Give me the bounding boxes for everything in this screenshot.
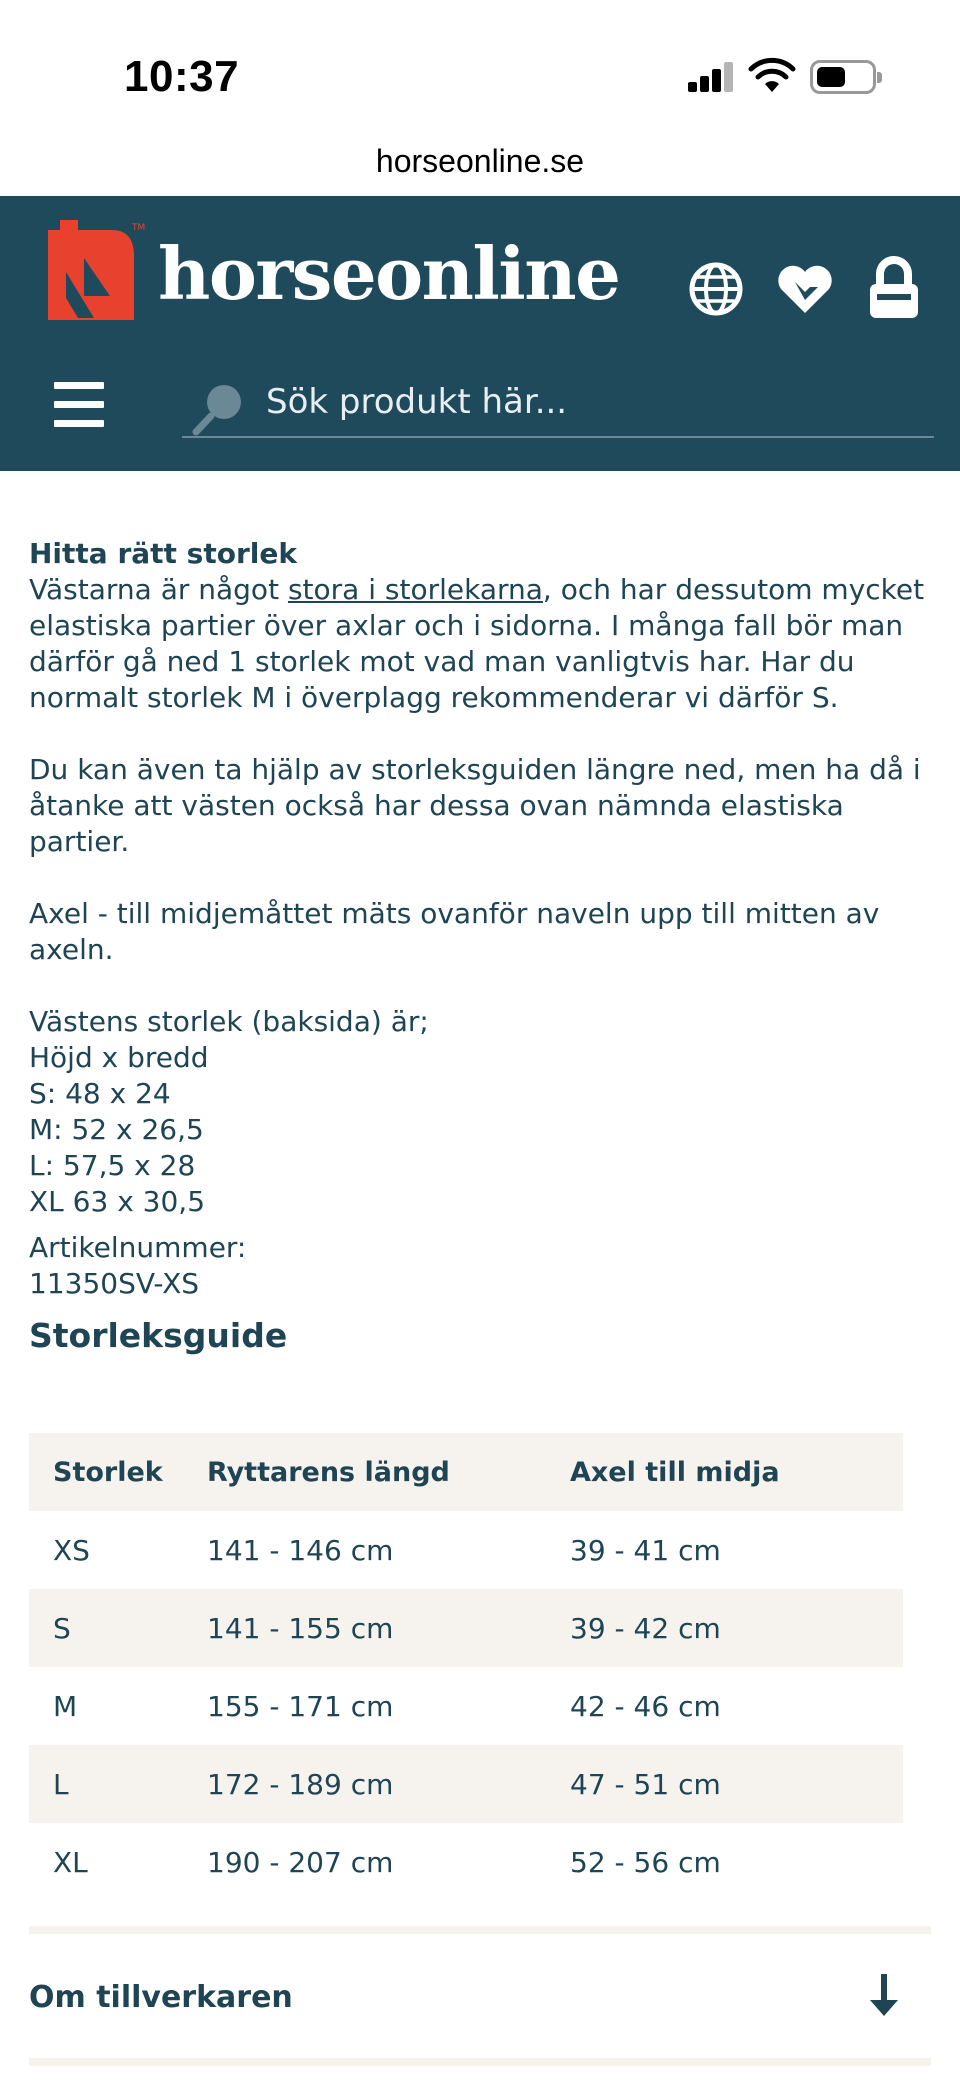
product-description	[29, 536, 934, 1302]
table-cell: 141 - 155 cm	[207, 1611, 394, 1645]
size-guide-table	[29, 1433, 903, 1901]
table-row	[29, 1511, 903, 1589]
menu-button[interactable]	[54, 382, 104, 428]
vest-size-line: Västens storlek (baksida) är;	[29, 1005, 429, 1038]
accordion-title[interactable]: Om tillverkaren	[29, 1980, 293, 2015]
table-cell: 172 - 189 cm	[207, 1767, 394, 1801]
column-header: Axel till midja	[570, 1456, 780, 1488]
status-time: 10:37	[124, 52, 240, 101]
vest-size-line: Höjd x bredd	[29, 1041, 209, 1074]
table-cell: XL	[53, 1845, 88, 1879]
browser-url[interactable]: horseonline.se	[375, 143, 585, 179]
section-divider	[29, 2058, 931, 2066]
description-text: Västarna är något	[29, 573, 288, 606]
size-info-link[interactable]: stora i storlekarna	[287, 573, 543, 606]
table-cell: 42 - 46 cm	[570, 1689, 721, 1723]
site-logo-text[interactable]: horseonline	[158, 231, 620, 316]
table-cell: M	[53, 1689, 78, 1723]
column-header: Ryttarens längd	[207, 1456, 450, 1488]
manufacturer-accordion[interactable]	[29, 1944, 931, 2054]
article-number: 11350SV-XS	[29, 1267, 200, 1300]
table-cell: 39 - 42 cm	[570, 1611, 721, 1645]
table-row	[29, 1589, 903, 1667]
vest-size-line: S: 48 x 24	[29, 1077, 171, 1110]
vest-size-line: XL 63 x 30,5	[29, 1185, 206, 1218]
lock-icon[interactable]	[868, 258, 920, 320]
table-cell: 47 - 51 cm	[570, 1767, 721, 1801]
battery-icon	[810, 60, 876, 94]
size-guide-title: Storleksguide	[29, 1316, 288, 1355]
vest-size-line: L: 57,5 x 28	[29, 1149, 196, 1182]
table-row	[29, 1745, 903, 1823]
section-divider	[29, 1926, 931, 1934]
arrow-down-icon[interactable]	[867, 1972, 901, 2020]
horseonline-logo-icon[interactable]	[48, 220, 146, 320]
table-cell: 141 - 146 cm	[207, 1533, 394, 1567]
globe-icon[interactable]	[687, 260, 745, 318]
svg-text:TM: TM	[132, 223, 146, 233]
table-cell: XS	[53, 1533, 90, 1567]
description-paragraph-3: Axel - till midjemåttet mäts ovanför naveln upp till mitten av axeln.	[29, 897, 880, 966]
table-cell: 155 - 171 cm	[207, 1689, 394, 1723]
vest-size-line: M: 52 x 26,5	[29, 1113, 204, 1146]
table-header-row	[29, 1433, 903, 1511]
table-cell: L	[53, 1767, 69, 1801]
heart-icon[interactable]	[773, 260, 837, 318]
search-icon	[192, 380, 248, 436]
description-heading: Hitta rätt storlek	[29, 537, 297, 570]
cellular-signal-icon	[688, 62, 734, 92]
table-row	[29, 1667, 903, 1745]
article-number-label: Artikelnummer:	[29, 1231, 247, 1264]
description-text: , och har dessutom mycket elastiska partier över axlar och i sidorna. I många fall bör man därför gå ned 1 storlek mot vad man vanligtvis har. Har du normalt storlek M i överplagg rekommenderar vi därför S.	[29, 573, 925, 714]
table-cell: 190 - 207 cm	[207, 1845, 394, 1879]
description-paragraph-2: Du kan även ta hjälp av storleksguiden längre ned, men ha då i åtanke att västen också har dessa ovan nämnda elastiska partier.	[29, 753, 921, 858]
table-cell: 39 - 41 cm	[570, 1533, 721, 1567]
wifi-icon	[748, 58, 796, 94]
description-paragraph-1	[29, 572, 934, 716]
status-bar	[0, 0, 960, 179]
column-header: Storlek	[53, 1456, 163, 1488]
table-cell: 52 - 56 cm	[570, 1845, 721, 1879]
table-cell: S	[53, 1611, 71, 1645]
table-row	[29, 1823, 903, 1901]
search-input[interactable]	[266, 380, 906, 424]
search-bar[interactable]	[182, 372, 934, 438]
